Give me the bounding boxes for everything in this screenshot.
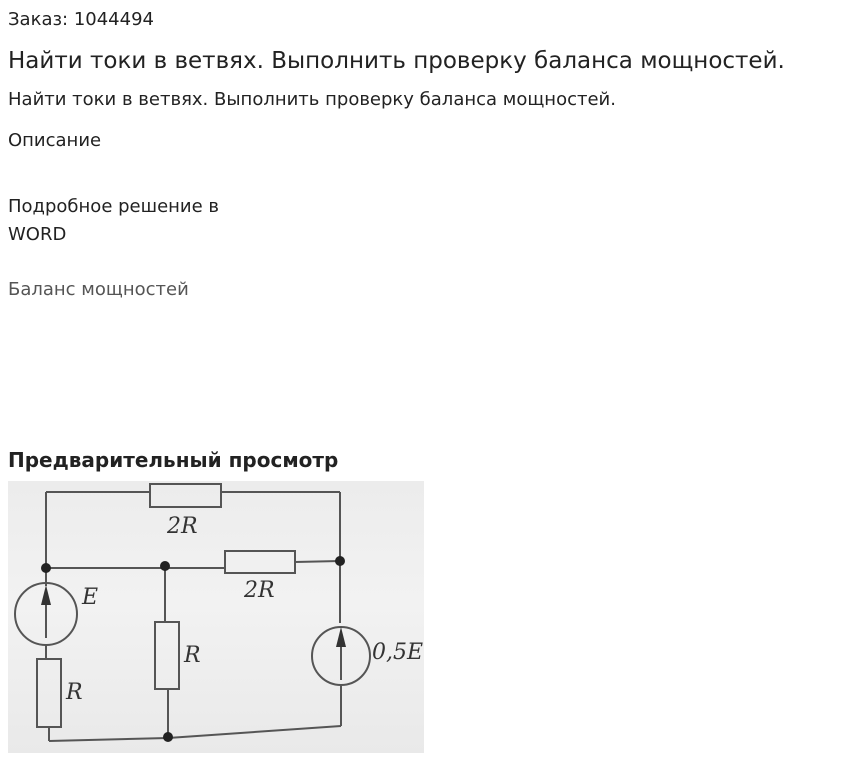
description-note: Баланс мощностей [8, 279, 189, 300]
circuit-diagram [8, 481, 424, 753]
preview-heading: Предварительный просмотр [8, 448, 339, 472]
node-center-bottom [163, 732, 173, 742]
node-right [335, 556, 345, 566]
source-e-arrow-icon [41, 585, 51, 605]
page-title: Найти токи в ветвях. Выполнить проверку баланса мощностей. [8, 48, 785, 74]
page-subtitle: Найти токи в ветвях. Выполнить проверку баланса мощностей. [8, 89, 616, 110]
label-source-05e: 0,5E [372, 640, 424, 665]
wire-bottom-left [49, 738, 168, 741]
wire-middle-right [295, 561, 340, 562]
node-left [41, 563, 51, 573]
label-2r-top: 2R [167, 514, 198, 539]
wire-bottom-right [168, 726, 341, 738]
node-center-top [160, 561, 170, 571]
label-r-left: R [66, 680, 83, 705]
resistor-2r-middle [225, 551, 295, 573]
label-r-center: R [184, 643, 201, 668]
description-heading: Описание [8, 130, 102, 151]
resistor-2r-top [150, 484, 221, 507]
order-number: Заказ: 1044494 [8, 9, 154, 30]
description-text: Подробное решение в WORD [8, 196, 220, 245]
source-05e-arrow-icon [336, 627, 346, 647]
circuit-preview-image [8, 481, 424, 753]
label-source-e: E [82, 585, 99, 610]
resistor-r-left [37, 659, 61, 727]
label-2r-middle: 2R [244, 578, 275, 603]
resistor-r-center [155, 622, 179, 689]
